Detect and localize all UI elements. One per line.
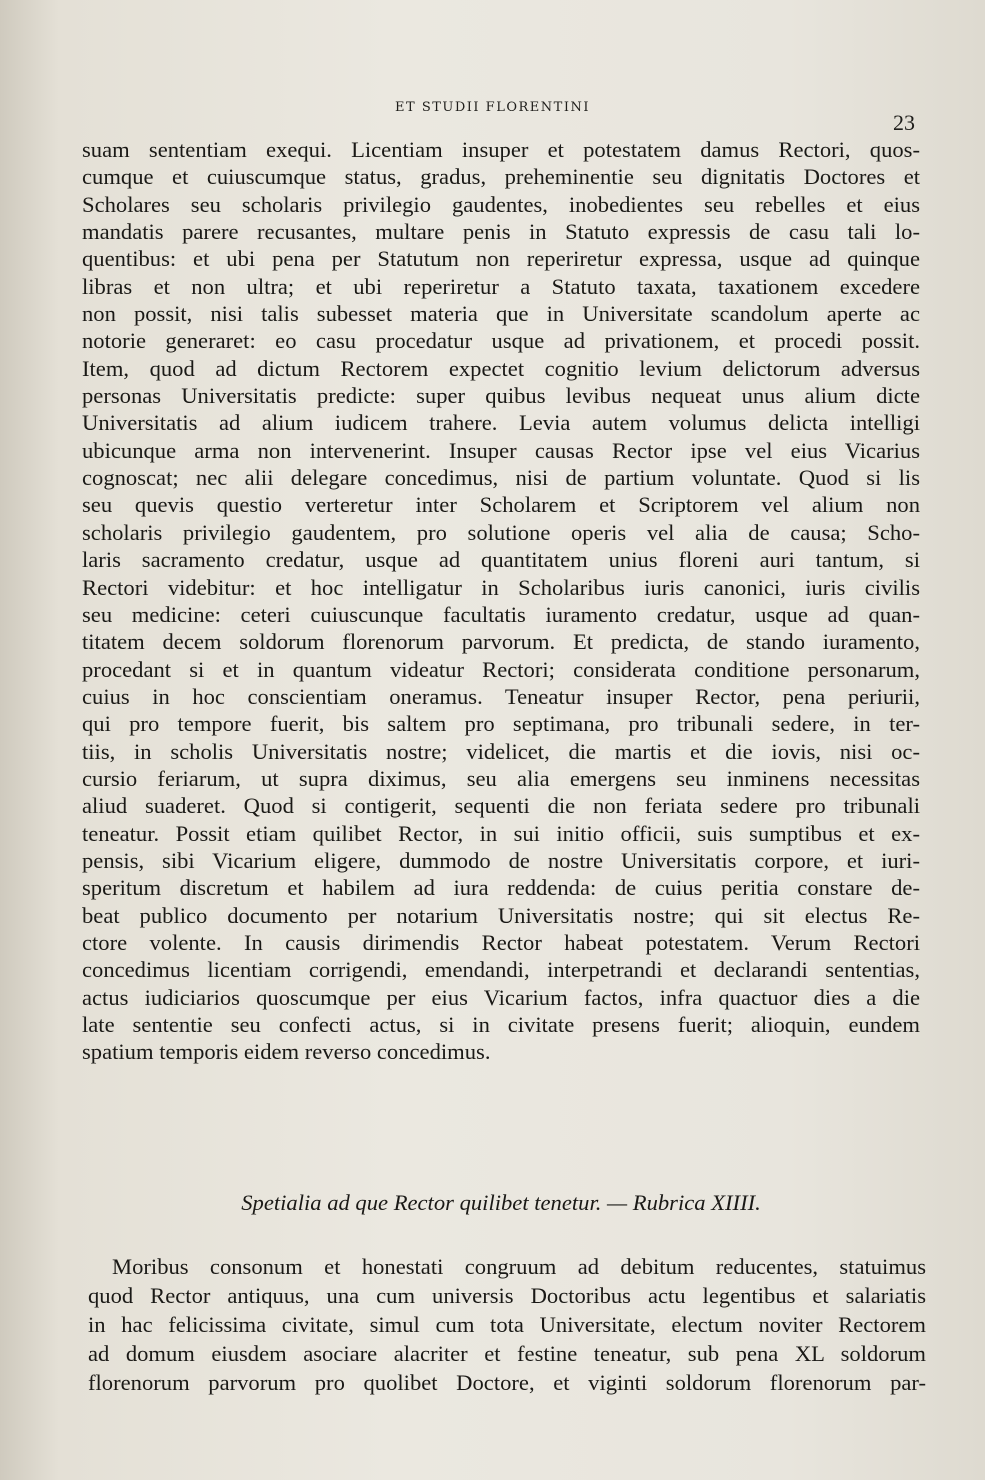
text-line: quod Rector antiquus, una cum universis Doctoribus actu legentibus et salariatis [88, 1283, 926, 1308]
text-line: concedimus licentiam corrigendi, emendandi, interpetrandi et declarandi sententias, [82, 957, 920, 983]
text-line: titatem decem soldorum florenorum parvorum. Et predicta, de stando iuramento, [82, 629, 920, 655]
statute-text-paragraph-2 [88, 1252, 926, 1397]
running-title: ET STUDII FLORENTINI [395, 100, 590, 115]
text-line: ad domum eiusdem asociare alacriter et festine teneatur, sub pena XL soldorum [88, 1341, 926, 1366]
text-line: florenorum parvorum pro quolibet Doctore, et viginti soldorum florenorum par- [88, 1370, 926, 1395]
text-line: libras et non ultra; et ubi reperiretur a Statuto taxata, taxationem excedere [82, 273, 920, 299]
text-line: suam sententiam exequi. Licentiam insuper et potestatem damus Rectori, quos- [82, 137, 920, 162]
text-line: late sententie seu confecti actus, si in civitate presens fuerit; alioquin, eundem [82, 1012, 920, 1037]
text-line: cuius in hoc conscientiam oneramus. Teneatur insuper Rector, pena periurii, [82, 683, 920, 709]
page-number: 23 [893, 110, 915, 135]
text-line: beat publico documento per notarium Universitatis nostre; qui sit electus Re- [82, 902, 920, 928]
text-line: Item, quod ad dictum Rectorem expectet cognitio levium delictorum adversus [82, 355, 920, 381]
text-line: speritum discretum et habilem ad iura reddenda: de cuius peritia constare de- [82, 875, 920, 901]
statute-text-paragraph [82, 136, 920, 1066]
text-line: Universitatis ad alium iudicem trahere. Levia autem volumus delicta intelligi [82, 410, 920, 436]
text-line: tiis, in scholis Universitatis nostre; videlicet, die martis et die iovis, nisi oc- [82, 738, 920, 764]
text-line: notorie generaret: eo casu procedatur usque ad privationem, et procedi possit. [82, 328, 920, 354]
text-line: cursio feriarum, ut supra diximus, seu alia emergens seu inminens necessitas [82, 765, 920, 791]
text-line: scholaris privilegio gaudentem, pro solutione operis vel alia de causa; Scho- [82, 519, 920, 545]
text-line: teneatur. Possit etiam quilibet Rector, in sui initio officii, suis sumptibus et ex- [82, 820, 920, 846]
rubric-heading: Spetialia ad que Rector quilibet tenetur. — Rubrica XIIII. [241, 1190, 761, 1215]
text-line: cognoscat; nec alii delegare concedimus, nisi de partium voluntate. Quod si lis [82, 465, 920, 491]
text-line: non possit, nisi talis subesset materia que in Universitate scandolum aperte ac [82, 301, 920, 327]
text-line: ubicunque arma non intervenerint. Insuper causas Rector ipse vel eius Vicarius [82, 437, 920, 463]
text-line: in hac felicissima civitate, simul cum tota Universitate, electum noviter Rectorem [88, 1312, 926, 1337]
text-line: aliud suaderet. Quod si contigerit, sequenti die non feriata sedere pro tribunali [82, 793, 920, 819]
text-line: spatium temporis eidem reverso concedimus. [82, 1039, 491, 1065]
text-line: seu quevis questio verteretur inter Scholarem et Scriptorem vel alium non [82, 492, 920, 518]
text-line: personas Universitatis predicte: super quibus levibus nequeat unus alium dicte [82, 383, 920, 409]
text-line: seu medicine: ceteri cuiuscunque facultatis iuramento credatur, usque ad quan- [82, 601, 920, 627]
text-line: pensis, sibi Vicarium eligere, dummodo de nostre Universitatis corpore, et iuri- [82, 847, 920, 873]
text-line: Rectori videbitur: et hoc intelligatur in Scholaribus iuris canonici, iuris civilis [82, 574, 920, 600]
text-line: Moribus consonum et honestati congruum ad debitum reducentes, statuimus [112, 1254, 926, 1279]
text-line: cumque et cuiuscumque status, gradus, preheminentie seu dignitatis Doctores et [82, 164, 920, 190]
text-line: laris sacramento credatur, usque ad quantitatem unius floreni auri tantum, si [82, 547, 920, 573]
text-line: qui pro tempore fuerit, bis saltem pro septimana, pro tribunali sedere, in ter- [82, 711, 920, 737]
text-line: quentibus: et ubi pena per Statutum non reperiretur expressa, usque ad quinque [82, 246, 920, 272]
text-line: ctore volente. In causis dirimendis Rector habeat potestatem. Verum Rectori [82, 929, 920, 955]
text-line: actus iudiciarios quoscumque per eius Vicarium factos, infra quactuor dies a die [82, 984, 920, 1010]
text-line: procedant si et in quantum videatur Rectori; considerata conditione personarum, [82, 656, 920, 682]
text-line: Scholares seu scholaris privilegio gaudentes, inobedientes seu rebelles et eius [82, 191, 920, 217]
text-line: mandatis parere recusantes, multare penis in Statuto expressis de casu tali lo- [82, 219, 920, 245]
